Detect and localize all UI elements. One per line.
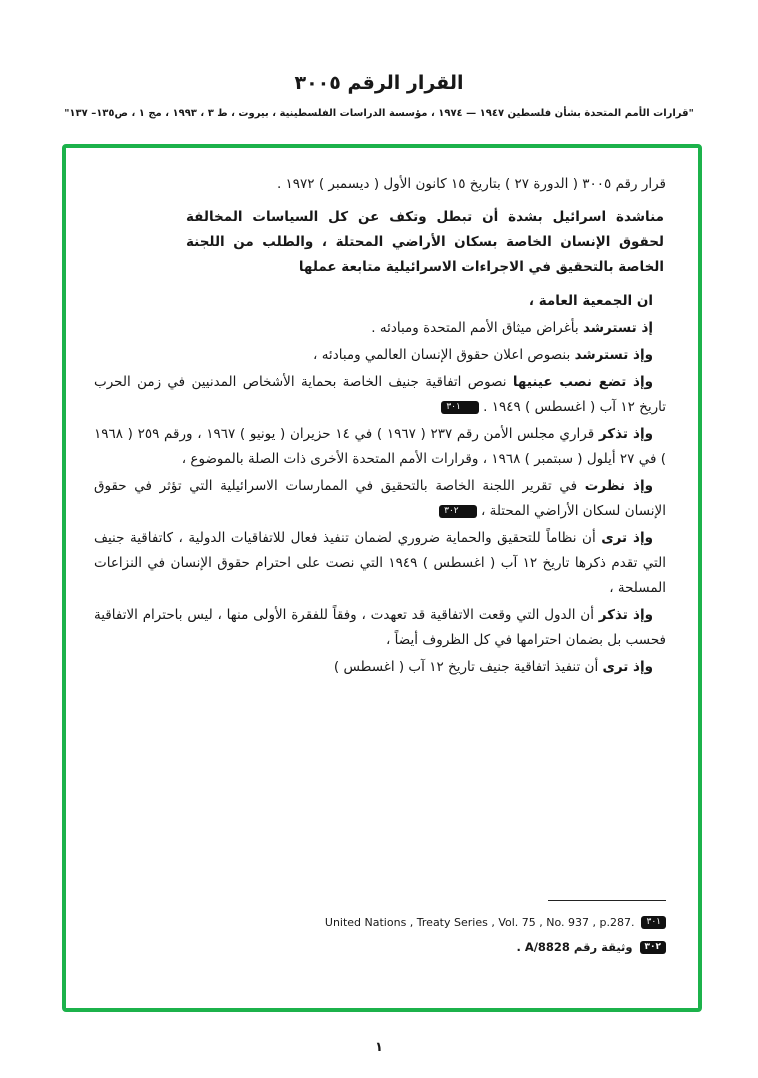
footnote-item: [94, 935, 666, 960]
footnotes-section: [94, 900, 666, 960]
footnote-text: وثيقة رقم A/8828 .: [516, 940, 633, 954]
preamble-paragraph: [94, 526, 666, 601]
footnote-marker-badge: ٣٠٢: [640, 941, 666, 954]
paragraph-lead: وإذ تذكر: [598, 607, 653, 623]
footnote-marker-badge: ٣٠١: [441, 401, 479, 414]
page-number: ١: [375, 1040, 383, 1055]
preamble-paragraph: [94, 474, 666, 524]
footnote-item: [94, 910, 666, 935]
preamble-paragraph: [94, 370, 666, 420]
paragraph-lead: وإذ تضع نصب عينيها: [512, 374, 653, 390]
paragraph-lead: وإذ نظرت: [584, 478, 653, 494]
document-frame: [62, 144, 702, 1012]
paragraph-lead: وإذ تذكر: [598, 426, 653, 442]
paragraph-text: نصوص اتفاقية جنيف الخاصة بحماية الأشخاص المدنيين في زمن الحرب تاريخ ١٢ آب ( اغسطس ) ١٩٤٩ .: [94, 374, 666, 415]
paragraph-text: بأغراض ميثاق الأمم المتحدة ومبادئه .: [371, 320, 583, 336]
footnote-marker-badge: ٣٠٢: [439, 505, 477, 518]
preamble-paragraph: [94, 422, 666, 472]
paragraph-text: قراري مجلس الأمن رقم ٢٣٧ ( ١٩٦٧ ) في ١٤ حزيران ( يونيو ) ١٩٦٧ ، ورقم ٢٥٩ ( ١٩٦٨ ) في ٢٧ أيلول ( سبتمبر ) ١٩٦٨ ، وقرارات الأمم المتحدة الأخرى ذات الصلة بالموضوع ،: [94, 426, 666, 467]
page-title: القرار الرقم ٣٠٠٥: [294, 72, 464, 94]
document-body: [66, 148, 698, 682]
footnote-text: United Nations , Treaty Series , Vol. 75 , No. 937 , p.287.: [324, 916, 635, 929]
paragraph-lead: وإذ ترى: [602, 659, 653, 675]
paragraph-lead: وإذ ترى: [601, 530, 653, 546]
paragraph-text: أن الدول التي وقعت الاتفاقية قد تعهدت ، وفقاً للفقرة الأولى منها ، ليس باحترام الاتفاقية فحسب بل بضمان احترامها في كل الظروف أيضاً ،: [94, 607, 666, 648]
resolution-intro: قرار رقم ٣٠٠٥ ( الدورة ٢٧ ) بتاريخ ١٥ كانون الأول ( ديسمبر ) ١٩٧٢ .: [276, 176, 666, 192]
paragraph-text: أن تنفيذ اتفاقية جنيف تاريخ ١٢ آب ( اغسطس ): [333, 659, 603, 675]
preamble-paragraph: [94, 316, 666, 341]
paragraph-text: أن نظاماً للتحقيق والحماية ضروري لضمان تنفيذ فعال للاتفاقيات الدولية ، كاتفاقية جنيف التي تقدم ذكرها تاريخ ١٢ آب ( اغسطس ) ١٩٤٩ التي نصت على احترام حقوق الإنسان في النزاعات المسلحة ،: [94, 530, 666, 596]
preamble-paragraph: [94, 603, 666, 653]
footnote-marker-badge: ٣٠١: [641, 916, 666, 929]
paragraph-text: في تقرير اللجنة الخاصة بالتحقيق في الممارسات الاسرائيلية التي تؤثر في حقوق الإنسان لسكان الأراضي المحتلة ،: [94, 478, 666, 519]
source-citation: "قرارات الأمم المتحدة بشأن فلسطين ١٩٤٧ — ١٩٧٤ ، مؤسسة الدراسات الفلسطينية ، بيروت ، ط ٣ ، ١٩٩٣ ، مج ١ ، ص١٣٥– ١٣٧": [64, 108, 694, 119]
paragraph-lead: وإذ تسترشد: [574, 347, 653, 363]
paragraph-lead: إذ تسترشد: [582, 320, 653, 336]
assembly-line: ان الجمعية العامة ،: [528, 293, 653, 309]
paragraph-text: بنصوص اعلان حقوق الإنسان العالمي ومبادئه ،: [313, 347, 575, 363]
resolution-heading: مناشدة اسرائيل بشدة أن تبطل وتكف عن كل السياسات المخالفة لحقوق الإنسان الخاصة بسكان الأراضي المحتلة ، والطلب من اللجنة الخاصة بالتحقيق في الاجراءات الاسرائيلية متابعة عملها: [186, 209, 664, 275]
preamble-paragraph: [94, 655, 666, 680]
footnote-separator: [548, 900, 666, 901]
preamble-paragraph: [94, 343, 666, 368]
